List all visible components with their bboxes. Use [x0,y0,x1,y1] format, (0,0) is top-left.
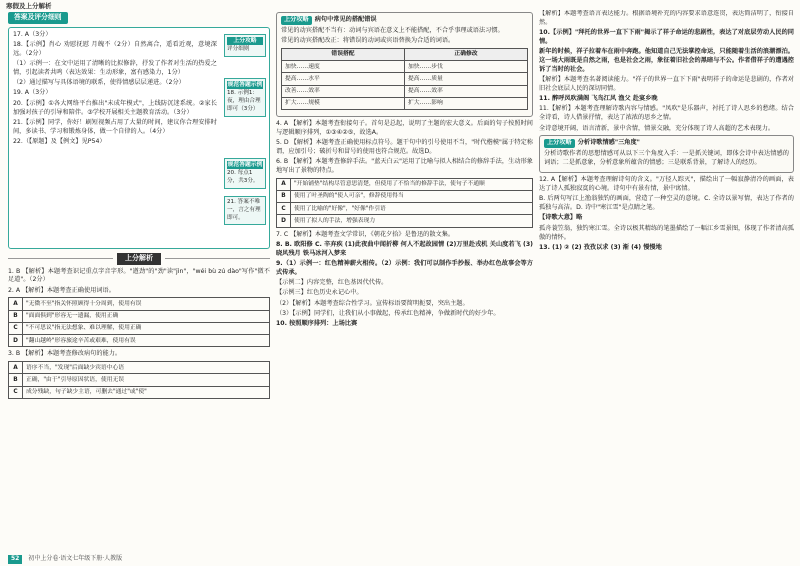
table-row: C 成分残缺，句子缺少主语，可删去"通过"或"使" [9,386,270,398]
side-note-sub: 评分细则 [227,45,250,52]
table-row: 改善……效率 提高……效率 [282,85,528,97]
answer-item: 19. A（3分） [13,89,52,97]
table-row: B 正确，"由于"引导原因状语，使用无误 [9,374,270,386]
analysis-title: 上分解析 [117,253,161,265]
analysis-item: 【诗歌大意】略 [539,214,583,222]
answer-item: （2）通过描写与具体语境的联系，使得情感层层递进。（2分） [13,79,185,87]
analysis-item: 7. C 【解析】本题考查文学常识，《朝花夕拾》是鲁迅的散文集。 [276,230,455,238]
analysis-item: 10.【示例】"拜托的世界一直下下雨"揭示了祥子命运的悲剧性，表达了对底层劳动人民的同情。 [539,29,794,45]
analysis-item: 【示例三】红色历史永记心中。 [276,289,363,297]
analysis-item: 6. B 【解析】本题考查修辞手法。"蓝天白云"运用了比喻与拟人相结合的修辞手法，生动形象地写出了景物的特点。 [276,158,533,174]
section-head-answers [8,12,270,24]
analysis-item: 11. 醉呼凤吹满阁 飞鸟江风 渔父 赴宴乡晚 [539,95,658,103]
answer-item: 17. A（3分） [13,30,52,38]
table-row: A "开始铺垫"结构尽管意思清楚，但使用了不恰当的修辞手法，使句子不通顺 [277,178,533,190]
side-note-1 [224,34,266,57]
analysis-item: 【解析】本题考查名著阅读能力。"祥子的世界一直下下雨"表明祥子的命运是悲剧的，作者对旧社会底层人民的深切同情。 [539,76,794,92]
tip-box [276,12,533,117]
table-row: C 使用了比喻的"好像"，"好像"作引语 [277,203,533,215]
tip-line: 分析诗歌作者的思想情感可从以下三个角度入手：一是抓关键词，即体会诗中表达情感的词语；二是抓意象，分析意象所蕴含的情感；三是联系背景，了解诗人的经历。 [544,150,789,166]
side-note-3 [224,158,266,189]
side-note-4 [224,196,266,226]
analysis-item: 11.【解析】本题考查理解诗歌内容与情感。"凤吹"是乐器声，衬托了诗人思乡的愁绪。结合全诗看，诗人借景抒情，表达了浓浓的思乡之情。 [539,105,794,122]
analysis-item: 【解析】本题考查语言表达能力。根据语境补充的内容要求语意连贯，表达简洁明了，衔接自然。 [539,10,794,26]
analysis-item: 全诗意境开阔，语言清新，景中含情，情景交融，充分体现了诗人高超的艺术表现力。 [539,124,775,132]
page-number: 52 [8,555,22,564]
side-note-title: 规范答题示例 [227,161,263,168]
table-row: B 使用了叶圣陶的"使人可亲"，修辞使用得当 [277,190,533,202]
collocation-table: 错误搭配 正确修改 加快……速度 加快……步伐 提高……水平 提高……质量 改善……效率 提高……效率 扩大……规模 扩大……影响 [281,48,528,110]
tip-box-poetry [539,135,794,173]
analysis-item: 【示例二】内容完整，红色基因代代传。 [276,279,388,287]
answer-item: （1）示例一：在文中运用了清晰的比拟修辞，抒发了作者对生活的热爱之情，引起读者共鸣（表达效果：生动形象，富有感染力，1分） [13,60,217,76]
analysis-item: 4. A 【解析】本题考查衔接句子。首句是总起，说明了主题的宏大意义。后面的句子按照时间与逻辑顺序排列，①③④②⑤，故选A。 [276,119,533,136]
table-row: D 使用了拟人的手法，增强表现力 [277,215,533,227]
analysis-item: 2. A 【解析】本题考查正确使用词语。 [8,286,115,294]
tip-title: 上分攻略 病句中常见的搭配错误 [281,16,377,25]
table-row: B "面面俱到"形容无一遗漏，使用正确 [9,310,270,322]
table-row: A 语序不当，"发现"后面缺少宾语中心语 [9,362,270,374]
analysis-head [8,253,270,265]
analysis-item: 13. (1) ② (2) 孜孜以求 (3) 渐 (4) 慢慢地 [539,243,662,251]
table-row: A "无微不至"指关怀照顾得十分周到，使用有误 [9,298,270,310]
side-note-title: 上分攻略 [227,37,263,45]
answer-item: 21.【示例】同学，你好！刷短视频占用了大量的时间，建议你合理安排时间，多读书、学习和锻炼身体，做一个自律的人。（4分） [13,118,217,135]
page-footer [8,555,122,564]
analysis-item: 新年的时候，祥子拉着车在雨中奔跑。他知道自己无法掌控命运，只能随着生活的浪潮漂泊。这一场大雨既是自然之雨，也是社会之雨，象征着旧社会的黑暗与不公。作者借祥子的遭遇控诉了当时的社会。 [539,48,794,73]
analysis-item: B. 后两句写江上渔翁独钓的画面，营造了一种空灵的意境。C. 全诗以景写情，表达了作者的孤独与高洁。D. 诗中"寒江雪"是点睛之笔。 [539,195,794,212]
table-row: D "翻山越岭"形容旅途辛苦或艰难，使用有误 [9,335,270,347]
table-sentences [8,361,270,399]
analysis-item: 10. 按照顺序排列：上场比赛 [276,320,358,328]
analysis-item: 12. A【解析】本题考查理解诗句的含义。"万径人踪灭"，描绘出了一幅寂静清冷的画面，表达了诗人孤独寂寞的心境。诗句中有景有情，景中寓情。 [539,176,794,193]
analysis-item: 孤舟蓑笠翁，独钓寒江雪。全诗以极其精练的笔墨描绘了一幅江乡雪景图，体现了作者清高孤傲的情怀。 [539,224,794,241]
tip-line: 常见的动宾搭配改正：将错误的动词或宾语替换为合适的词语。 [281,37,455,45]
tip-title: 上分攻略 分析诗歌情感"三角度" [544,139,640,148]
table-words [8,297,270,347]
answer-item: 20.【示例】①各大网络平台推出"未成年模式"，上线防沉迷系统。②家长加强对孩子的引导和陪伴。③学校开展相关主题教育活动。（3分） [13,99,217,116]
column-middle [276,10,533,554]
table-row: 加快……速度 加快……步伐 [282,61,528,73]
side-note-text: 21. 答案不唯一，言之有理即可。 [227,198,261,221]
side-note-text: 20. 每点1分，共3分。 [227,169,259,184]
analysis-item: （3）【示例】同学们，让我们从小事做起，传承红色精神，争做新时代的好少年。 [276,310,500,318]
analysis-item: 5. D 【解析】本题考查正确使用标点符号。题干句中的引号使用不当，"时代楷模"属于特定称谓，应加引号；破折号和冒号的使用也符合规范。故选D。 [276,139,533,155]
tip-line: 常见的动宾搭配不当有：动词与宾语在意义上不能搭配，不合乎事理或语法习惯。 [281,26,504,34]
answer-box [8,27,270,249]
answer-item: 18.【示例】肖心 劝慰抚慰 月魄不（2分）自然离合，遥看近观，意境深远。（2分） [13,40,217,57]
answer-item: 22.（【原题】及【例文】见P54） [13,137,106,145]
analysis-item: 1. B 【解析】本题考查识记重点字音字形。"遒劲"的"劲"读"jìn"，"wéi bù zú dào"写作"微不足道"。（2分） [8,267,270,284]
section-title: 答案及评分细则 [8,12,68,24]
side-note-2 [224,78,266,117]
page-header: 寒假及上分解析 [6,2,52,10]
table-row: 扩大……规模 扩大……影响 [282,97,528,109]
table-row: 提高……水平 提高……质量 [282,73,528,85]
analysis-item: 3. B 【解析】本题考查修改病句的能力。 [8,350,122,358]
side-note-title: 规范答题示例 [227,81,263,88]
column-left [8,10,270,554]
side-note-text: 18. 示例1：夜，理由合理即可（3分） [227,89,261,112]
column-right [539,10,794,554]
table-row: C "不可思议"指无法想象、难以理解，使用正确 [9,322,270,334]
analysis-item: 9.（1）示例一：红色精神薪火相传。（2）示例：我们可以制作手抄报、举办红色故事会等方式传承。 [276,260,533,276]
analysis-item: （2）【解析】本题考查综合性学习。宣传标语要简明扼要，突出主题。 [276,299,469,307]
footer-text: 初中上分卷·语文七年级下册·人教版 [28,555,123,563]
table-rhetoric [276,178,533,228]
analysis-item: 8. B. 欧阳修 C. 辛弃疾 (1)此夜曲中闻折柳 何人不起故园情 (2)万里赴戎机 关山度若飞 (3)晓风残月 铁马冰河入梦来 [276,240,533,257]
